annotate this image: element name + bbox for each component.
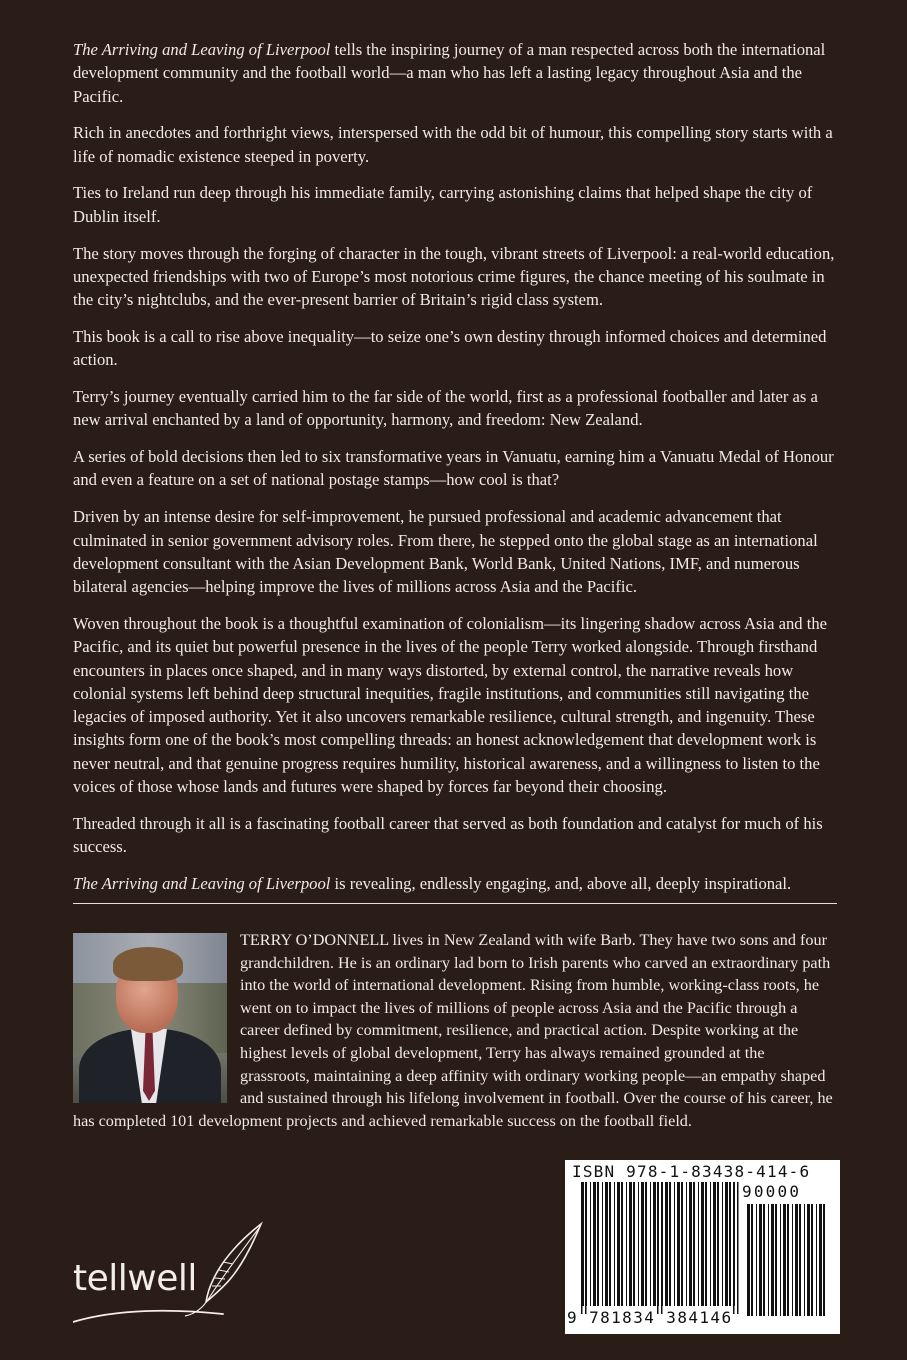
publisher-name: tellwell <box>73 1258 197 1299</box>
publisher-logo <box>73 1218 273 1328</box>
blurb-paragraph: Threaded through it all is a fascinating football career that served as both foundation and catalyst for much of his success. <box>73 813 823 857</box>
barcode-digits: 9 781834 384146 <box>567 1308 733 1327</box>
blurb-paragraph: Driven by an intense desire for self-improvement, he pursued professional and academic advancement that culminated in senior government advisory roles. From there, he stepped onto the global stage as an international development consultant with the Asian Development Bank, World Bank, United Nations, IMF, and numerous bilateral agencies—helping improve the lives of millions across Asia and the Pacific. <box>73 507 818 597</box>
blurb-paragraph: Ties to Ireland run deep through his immediate family, carrying astonishing claims that helped shape the city of Dublin itself. <box>73 183 813 226</box>
author-bio <box>73 929 837 1132</box>
blurb-paragraph: The story moves through the forging of character in the tough, vibrant streets of Liverpool: a real-world education, unexpected friendships with two of Europe’s most notorious crime figures, the chance meeting of his soulmate in the city’s nightclubs, and the ever-present barrier of Britain’s rigid class system. <box>73 243 835 310</box>
book-title-italic: The Arriving and Leaving of Liverpool <box>73 40 331 59</box>
back-cover-blurb <box>73 38 837 909</box>
blurb-paragraph: This book is a call to rise above inequality—to seize one’s own destiny through informed choices and determined action. <box>73 326 827 370</box>
author-photo <box>73 933 227 1103</box>
blurb-paragraph: Woven throughout the book is a thoughtful examination of colonialism—its lingering shadow across Asia and the Pacific, and its quiet but powerful presence in the lives of the people Terry worked alongside. Through firsthand encounters in places once shaped, and in many ways distorted, by external control, the narrative reveals how colonial systems left behind deep structural inequities, fragile institutions, and communities still navigating the legacies of imposed authority. Yet it also uncovers remarkable resilience, cultural strength, and ingenuity. These insights form one of the book’s most compelling threads: an honest acknowledgement that development work is never neutral, and that genuine progress requires humility, historical awareness, and a willingness to listen to the voices of those whose lands and futures were shaped by forces far beyond their choosing. <box>73 613 828 797</box>
blurb-paragraph: The Arriving and Leaving of Liverpool tells the inspiring journey of a man respected across both the international development community and the football world—a man who has left a lasting legacy throughout Asia and the Pacific. <box>73 40 826 106</box>
blurb-paragraph: Terry’s journey eventually carried him to the far side of the world, first as a professional footballer and later as a new arrival enchanted by a land of opportunity, harmony, and freedom: New Zealand. <box>73 387 818 430</box>
isbn-label: ISBN 978-1-83438-414-6 <box>572 1162 811 1181</box>
book-title-italic: The Arriving and Leaving of Liverpool <box>73 873 331 893</box>
blurb-paragraph: Rich in anecdotes and forthright views, interspersed with the odd bit of humour, this compelling story starts with a life of nomadic existence steeped in poverty. <box>73 123 833 166</box>
blurb-paragraph: A series of bold decisions then led to six transformative years in Vanuatu, earning him a Vanuatu Medal of Honour and even a feature on a set of national postage stamps—how cool is that? <box>73 447 834 490</box>
section-divider <box>73 903 837 904</box>
isbn-barcode <box>565 1160 840 1334</box>
price-code: 90000 <box>742 1182 802 1201</box>
blurb-paragraph: The Arriving and Leaving of Liverpool is revealing, endlessly engaging, and, above all, deeply inspirational. <box>73 873 792 893</box>
author-bio-text: TERRY O’DONNELL lives in New Zealand with wife Barb. They have two sons and four grandchildren. He is an ordinary lad born to Irish parents who carved an extraordinary path into the world of international development. Rising from humble, working-class roots, he went on to impact the lives of millions of people across Asia and the Pacific through a career defined by commitment, resilience, and practical action. Despite working at the highest levels of global development, Terry has always remained grounded at the grassroots, maintaining a deep affinity with ordinary working people—an empathy shaped and sustained through his lifelong involvement in football. Over the course of his career, he has completed 101 development projects and achieved remarkable success on the football field. <box>73 931 833 1130</box>
